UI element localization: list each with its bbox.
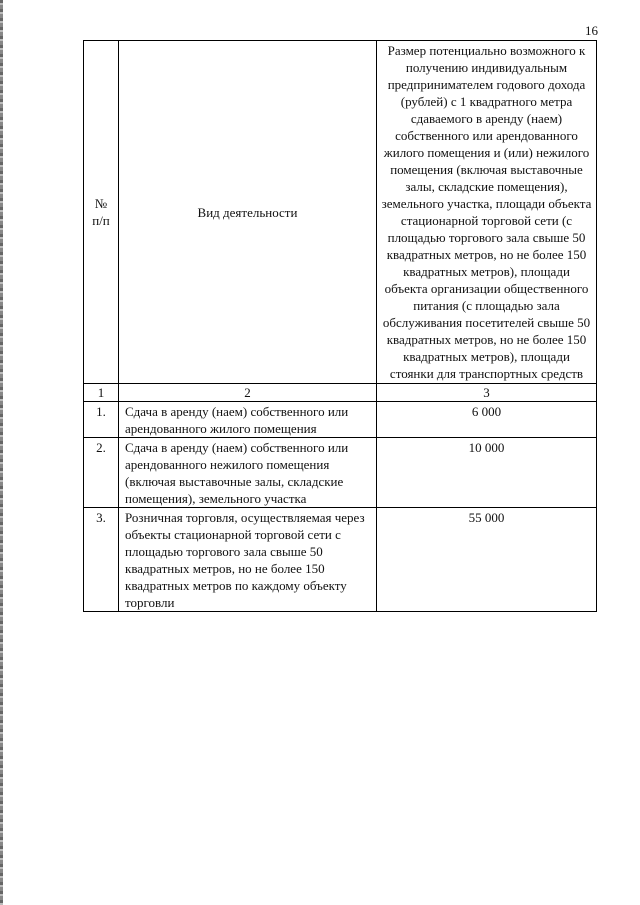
row-number: 1. xyxy=(84,402,119,438)
header-number-label: п/п xyxy=(92,213,110,228)
header-number-symbol: № xyxy=(94,196,108,211)
page-number: 16 xyxy=(585,23,598,38)
column-number: 2 xyxy=(119,384,377,402)
row-number: 2. xyxy=(84,438,119,508)
header-number-cell xyxy=(84,41,119,384)
row-income-value: 6 000 xyxy=(377,402,597,438)
header-activity-cell: Вид деятельности xyxy=(119,41,377,384)
table-row xyxy=(84,438,597,508)
column-numbers-row xyxy=(84,384,597,402)
table-row xyxy=(84,402,597,438)
row-activity: Сдача в аренду (наем) собственного или арендованного нежилого помещения (включая выставочные залы, складские помещения), земельного участка xyxy=(119,438,377,508)
column-number: 1 xyxy=(84,384,119,402)
table-header-row xyxy=(84,41,597,384)
row-activity: Розничная торговля, осуществляемая через объекты стационарной торговой сети с площадью торгового зала свыше 50 квадратных метров, но не более 150 квадратных метров по каждому объекту торговли xyxy=(119,508,377,612)
table-row xyxy=(84,508,597,612)
row-activity: Сдача в аренду (наем) собственного или арендованного жилого помещения xyxy=(119,402,377,438)
row-income-value: 55 000 xyxy=(377,508,597,612)
header-income-cell: Размер потенциально возможного к получению индивидуальным предпринимателем годового дохода (рублей) с 1 квадратного метра сдаваемого в аренду (наем) собственного или арендованного жилого помещения и (или) нежилого помещения (включая выставочные залы, складские помещения), земельного участка, площади объекта стационарной торговой сети (с площадью торгового зала свыше 50 квадратных метров, но не более 150 квадратных метров), площади объекта организации общественного питания (с площадью зала обслуживания посетителей свыше 50 квадратных метров, но не более 150 квадратных метров), площади стоянки для транспортных средств xyxy=(377,41,597,384)
scan-edge xyxy=(0,0,3,905)
row-income-value: 10 000 xyxy=(377,438,597,508)
column-number: 3 xyxy=(377,384,597,402)
row-number: 3. xyxy=(84,508,119,612)
activity-income-table xyxy=(83,40,597,612)
